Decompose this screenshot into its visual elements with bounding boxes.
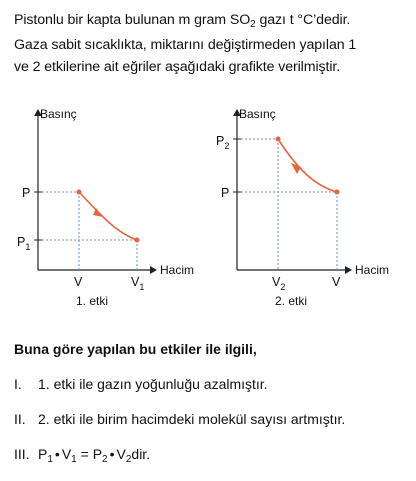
- option-1-numeral: I.: [14, 376, 22, 392]
- option-2-text: 2. etki ile birim hacimdeki molekül sayısı artmıştır.: [38, 411, 346, 427]
- graph-2-y-tick-p2: $P_2$: [216, 134, 230, 151]
- option-2: [14, 411, 345, 427]
- graph-2-start-point: [276, 137, 281, 142]
- graph-1-y-tick-p: P: [22, 186, 31, 200]
- graph-1-curve: [79, 192, 137, 240]
- graph-1-y-axis-label: Basınç: [40, 107, 77, 121]
- intro-line-2: Gaza sabit sıcaklıkta, miktarını değiştirmeden yapılan 1: [14, 36, 357, 53]
- graph-2-caption: 2. etki: [275, 294, 308, 308]
- graph-2-y-axis-label: Basınç: [239, 107, 276, 121]
- question-stem: Buna göre yapılan bu etkiler ile ilgili,: [14, 341, 257, 357]
- option-3-equation: $P_1$ • $V_1 = P_2$ • $V_2dir$.: [38, 446, 151, 465]
- intro-line-1-start: Pistonlu bir kapta bulunan m gram SO: [14, 12, 251, 28]
- graph-1-y-tick-p1: $P_1$: [17, 235, 31, 252]
- graph-1-x-axis-label: Hacim: [160, 263, 195, 277]
- graph-2-curve: [278, 139, 337, 192]
- option-1-text: 1. etki ile gazın yoğunluğu azalmıştır.: [38, 376, 268, 392]
- graph-1-x-tick-v: V: [74, 275, 83, 289]
- option-2-numeral: II.: [14, 411, 26, 427]
- intro-line-1-end: gazı t °C’dedir.: [255, 12, 351, 28]
- graph-1-start-point: [77, 190, 82, 195]
- graph-2-x-tick-v2: $V_2$: [272, 275, 286, 292]
- graph-2-y-tick-p: P: [221, 186, 230, 200]
- graph-2: [216, 107, 389, 308]
- graph-2-x-tick-v: V: [332, 275, 341, 289]
- option-3-numeral: III.: [14, 446, 30, 462]
- graph-1-caption: 1. etki: [76, 294, 109, 308]
- graph-2-x-axis-label: Hacim: [355, 263, 390, 277]
- graph-1: [17, 107, 194, 308]
- intro-line-3: ve 2 etkilerine ait eğriler aşağıdaki grafikte verilmiştir.: [14, 59, 341, 75]
- graph-2-end-point: [335, 190, 340, 195]
- so2-subscript: 2: [250, 19, 256, 30]
- graph-1-x-tick-v1: $V_1$: [131, 275, 145, 292]
- option-1: [14, 376, 268, 392]
- graph-1-end-point: [135, 238, 140, 243]
- option-3: [14, 446, 151, 465]
